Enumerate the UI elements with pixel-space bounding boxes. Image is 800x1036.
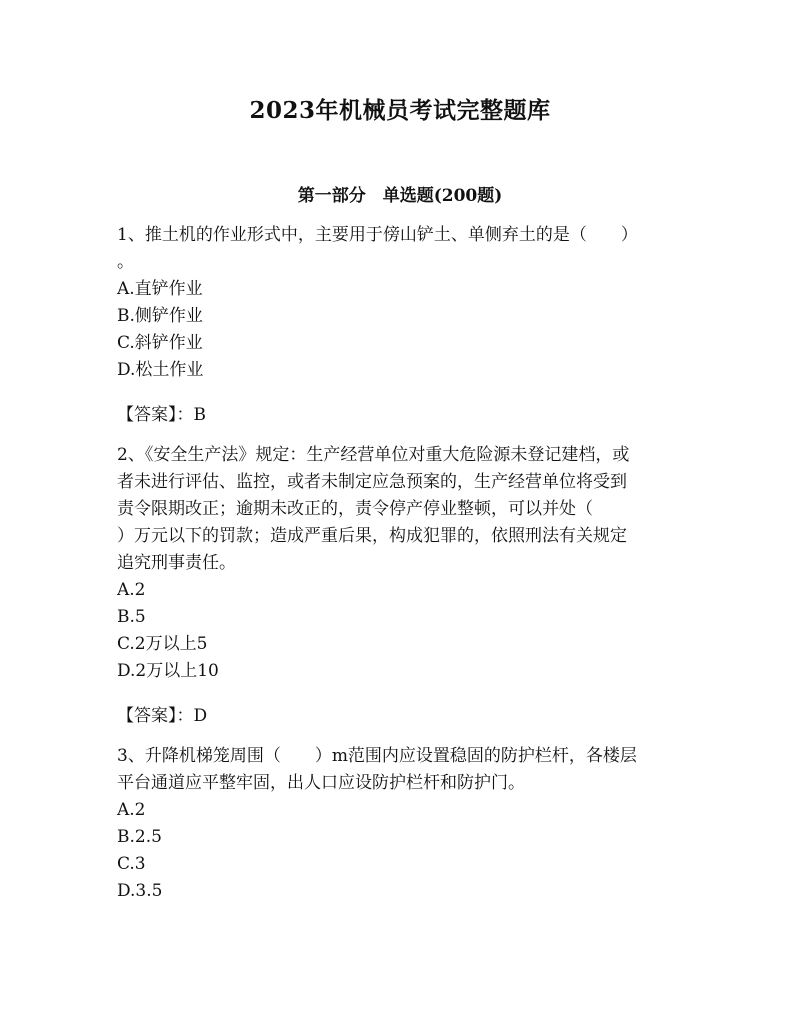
option-d: D.2万以上10 bbox=[117, 661, 219, 681]
question-text-line: 。 bbox=[117, 252, 134, 272]
question-text bbox=[117, 442, 687, 577]
option-b: B.2.5 bbox=[117, 827, 162, 847]
section-heading: 第一部分 单选题(200题) bbox=[297, 186, 503, 206]
document-title: 2023年机械员考试完整题库 bbox=[249, 97, 551, 124]
question-text-line: 3、升降机梯笼周围（ ）m范围内应设置稳固的防护栏杆，各楼层 bbox=[117, 746, 637, 766]
option-c: C.2万以上5 bbox=[117, 634, 208, 654]
option-c: C.斜铲作业 bbox=[117, 333, 203, 353]
option-a: A.2 bbox=[117, 800, 146, 820]
answer-label: 【答案】：B bbox=[117, 405, 206, 425]
option-a: A.直铲作业 bbox=[117, 279, 203, 299]
question-text bbox=[117, 743, 687, 797]
option-c: C.3 bbox=[117, 854, 146, 874]
question-text-line: 1、推土机的作业形式中，主要用于傍山铲土、单侧弃土的是（ ） bbox=[117, 225, 638, 245]
question-text-line: 责令限期改正；逾期未改正的，责令停产停业整顿，可以并处（ bbox=[117, 499, 593, 519]
question-1 bbox=[117, 222, 687, 429]
question-text-line: 平台通道应平整牢固，出人口应设防护栏杆和防护门。 bbox=[117, 773, 525, 793]
question-text-line: 2、《安全生产法》规定：生产经营单位对重大危险源未登记建档，或 bbox=[117, 445, 630, 465]
answer-label: 【答案】：D bbox=[117, 706, 208, 726]
question-2 bbox=[117, 442, 687, 730]
question-text bbox=[117, 222, 687, 276]
option-a: A.2 bbox=[117, 580, 146, 600]
option-b: B.5 bbox=[117, 607, 146, 627]
question-list bbox=[117, 222, 687, 905]
question-3 bbox=[117, 743, 687, 905]
option-b: B.侧铲作业 bbox=[117, 306, 203, 326]
question-text-line: 追究刑事责任。 bbox=[117, 553, 236, 573]
question-text-line: ）万元以下的罚款；造成严重后果，构成犯罪的，依照刑法有关规定 bbox=[117, 526, 627, 546]
question-text-line: 者未进行评估、监控，或者未制定应急预案的，生产经营单位将受到 bbox=[117, 472, 627, 492]
option-d: D.松土作业 bbox=[117, 360, 204, 380]
option-d: D.3.5 bbox=[117, 881, 163, 901]
